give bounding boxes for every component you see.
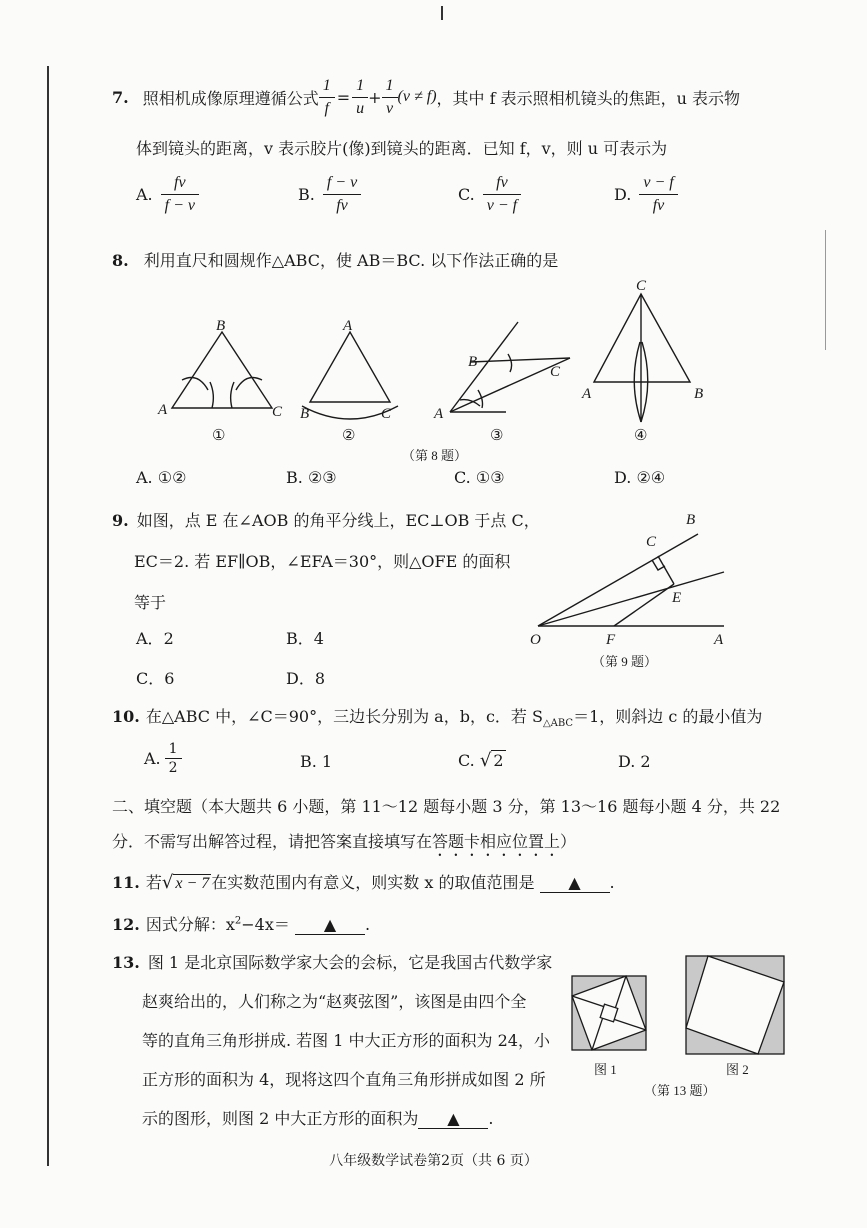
q7-option-c[interactable]: C. $\frac{fv}{v - f}$ [458, 172, 521, 217]
q7-eq: = [336, 87, 351, 107]
q9-point-B: B [686, 512, 696, 528]
question-7 [112, 72, 832, 159]
q7-text-c: 体到镜头的距离，v 表示胶片(像)到镜头的距离．已知 f，v，则 u 可表示为 [136, 139, 668, 158]
q7-plus: + [368, 87, 382, 107]
q12-text-a: 因式分解：x [145, 915, 235, 934]
q8-fig-label-4: ④ [634, 428, 648, 444]
q8-f2-C: C [381, 406, 392, 422]
q9-option-c[interactable]: C．6 [136, 669, 175, 688]
q9-figure [528, 506, 738, 676]
question-8 [112, 248, 558, 271]
q10-sub: △ABC [542, 718, 574, 730]
q7-condition: (v ≠ f) [397, 88, 437, 105]
q13-number: 13. [112, 953, 140, 972]
q10-option-c[interactable]: C. √ 2 [458, 750, 504, 771]
q13-caption: （第 13 题） [644, 1083, 716, 1098]
q9-line1: 如图，点 E 在∠AOB 的角平分线上，EC⊥OB 于点 C， [136, 511, 540, 530]
q13-line2: 赵爽给出的，人们称之为“赵爽弦图”，该图是由四个全 [142, 992, 527, 1011]
q9-number: 9. [112, 511, 129, 530]
q7-option-d[interactable]: D. $\frac{v - f}{fv}$ [614, 172, 678, 217]
section-2-close: ） [560, 832, 577, 851]
q7-text-b: ，其中 f 表示照相机镜头的焦距，u 表示物 [436, 88, 741, 108]
section-2-title: 二、填空题（本大题共 6 小题，第 11～12 题每小题 3 分，第 13～16 题每小题 4 分，共 22 [112, 797, 781, 816]
q8-f1-B: B [216, 318, 226, 334]
q8-figure-4 [581, 278, 703, 444]
question-10 [112, 704, 762, 729]
q13-figure-1 [572, 976, 646, 1077]
q8-option-a[interactable]: A. ①② [136, 468, 187, 487]
question-9 [112, 508, 540, 613]
q11-answer-blank[interactable]: ▲ [540, 873, 610, 893]
q9-line2: EC＝2. 若 EF∥OB，∠EFA＝30°，则△OFE 的面积 [134, 552, 511, 571]
q8-f4-A: A [582, 386, 592, 402]
q13-line3: 等的直角三角形拼成. 若图 1 中大正方形的面积为 24，小 [142, 1031, 550, 1050]
left-margin-line [47, 66, 49, 1166]
q12-text-b: −4x＝ [241, 915, 290, 934]
q11-number: 11. [112, 873, 140, 892]
q7-options [136, 172, 796, 226]
q8-figure-3 [433, 322, 570, 444]
q7-term2: $\frac{1}{v}$ [382, 75, 398, 120]
q8-fig-label-2: ② [342, 428, 356, 444]
q11-radicand: x − 7 [175, 875, 210, 892]
q8-figure-2 [300, 318, 398, 444]
q7-option-b[interactable]: B. $\frac{f - v}{fv}$ [298, 172, 361, 217]
q8-f3-B: B [468, 354, 478, 370]
q8-options [136, 468, 796, 492]
q7-text-a: 照相机成像原理遵循公式 [142, 88, 319, 108]
q8-figures [140, 272, 740, 462]
q8-figure-1 [157, 318, 283, 444]
q8-fig-label-3: ③ [490, 428, 504, 444]
q9-point-C: C [646, 534, 657, 550]
q8-f2-A: A [343, 318, 353, 334]
q10-text-a: 在△ABC 中，∠C＝90°，三边长分别为 a，b，c．若 S [145, 707, 543, 726]
section-2-header [112, 794, 822, 860]
q8-f1-C: C [272, 404, 283, 420]
section-2-emphasis: 答题卡相应位置上 [432, 832, 561, 851]
q9-option-d[interactable]: D．8 [286, 669, 326, 688]
q9-options [136, 626, 436, 696]
right-margin-line [825, 230, 826, 350]
q10-option-a[interactable]: A. $\frac{1}{2}$ [144, 740, 182, 777]
q9-option-a[interactable]: A．2 [136, 629, 174, 648]
q13-line4: 正方形的面积为 4，现将这四个直角三角形拼成如图 2 所 [142, 1070, 546, 1089]
q9-point-F: F [606, 632, 616, 648]
q13-figure-2 [686, 956, 784, 1077]
q8-option-d[interactable]: D. ②④ [614, 468, 666, 487]
q8-f3-A: A [434, 406, 444, 422]
q13-line1: 图 1 是北京国际数学家大会的会标，它是我国古代数学家 [147, 953, 553, 972]
q10-options [144, 740, 704, 786]
q10-text-b: ＝1，则斜边 c 的最小值为 [573, 707, 763, 726]
q12-answer-blank[interactable]: ▲ [295, 915, 365, 935]
q9-option-b[interactable]: B．4 [286, 629, 324, 648]
q10-option-d[interactable]: D. 2 [618, 752, 651, 771]
q13-fig2-label: 图 2 [726, 1062, 749, 1077]
q10-option-b[interactable]: B. 1 [300, 752, 333, 771]
q8-text: 利用直尺和圆规作△ABC，使 AB＝BC. 以下作法正确的是 [143, 251, 559, 270]
q9-line3: 等于 [134, 593, 167, 612]
q8-f3-C: C [550, 364, 561, 380]
q8-f4-C: C [636, 278, 647, 294]
q9-caption: （第 9 题） [592, 654, 658, 669]
q13-line5: 示的图形，则图 2 中大正方形的面积为 [142, 1109, 419, 1128]
q9-point-O: O [530, 632, 541, 648]
question-12: 12. 因式分解：$x^2-4x=$ ▲ . [112, 915, 371, 934]
q8-f4-B: B [694, 386, 704, 402]
q8-option-b[interactable]: B. ②③ [286, 468, 337, 487]
q13-figures [566, 950, 796, 1100]
question-13: 13. 图 1 是北京国际数学家大会的会标，它是我国古代数学家 赵爽给出的，人们称之为“赵爽弦图”，该图是由四个全 等的直角三角形拼成. 若图 1 中大正方形的面积为 24，小 正方形的面积为 4，现将这四个直角三角形拼成如图 2 所 示的图形，则图 2 中大正方形的面积为 ▲ . [112, 950, 572, 1129]
top-mark [441, 6, 443, 20]
q11-text-a: 若 [145, 873, 162, 892]
question-11: 11. 若√ x − 7 在实数范围内有意义，则实数 x 的取值范围是 ▲ . [112, 872, 615, 893]
q7-number: 7. [112, 87, 129, 107]
page-footer: 八年级数学试卷第2页（共 6 页） [329, 1153, 538, 1169]
q8-fig-label-1: ① [212, 428, 226, 444]
q7-formula-left: $\frac{1}{f}$ [319, 75, 335, 120]
q12-number: 12. [112, 915, 140, 934]
section-2-line2: 分．不需写出解答过程，请把答案直接填写在 [112, 832, 433, 851]
q8-f1-A: A [158, 402, 168, 418]
q13-fig1-label: 图 1 [594, 1062, 617, 1077]
q8-number: 8. [112, 251, 129, 270]
q8-option-c[interactable]: C. ①③ [454, 468, 505, 487]
q8-f2-B: B [300, 406, 310, 422]
q9-point-E: E [672, 590, 682, 606]
q10-number: 10. [112, 707, 140, 726]
q7-option-a[interactable]: A. $\frac{fv}{f - v}$ [136, 172, 199, 217]
q11-text-b: 在实数范围内有意义，则实数 x 的取值范围是 [211, 873, 535, 892]
q13-answer-blank[interactable]: ▲ [418, 1109, 488, 1129]
q9-point-A: A [714, 632, 724, 648]
q7-term1: $\frac{1}{u}$ [352, 75, 368, 120]
q8-caption: （第 8 题） [402, 448, 468, 462]
